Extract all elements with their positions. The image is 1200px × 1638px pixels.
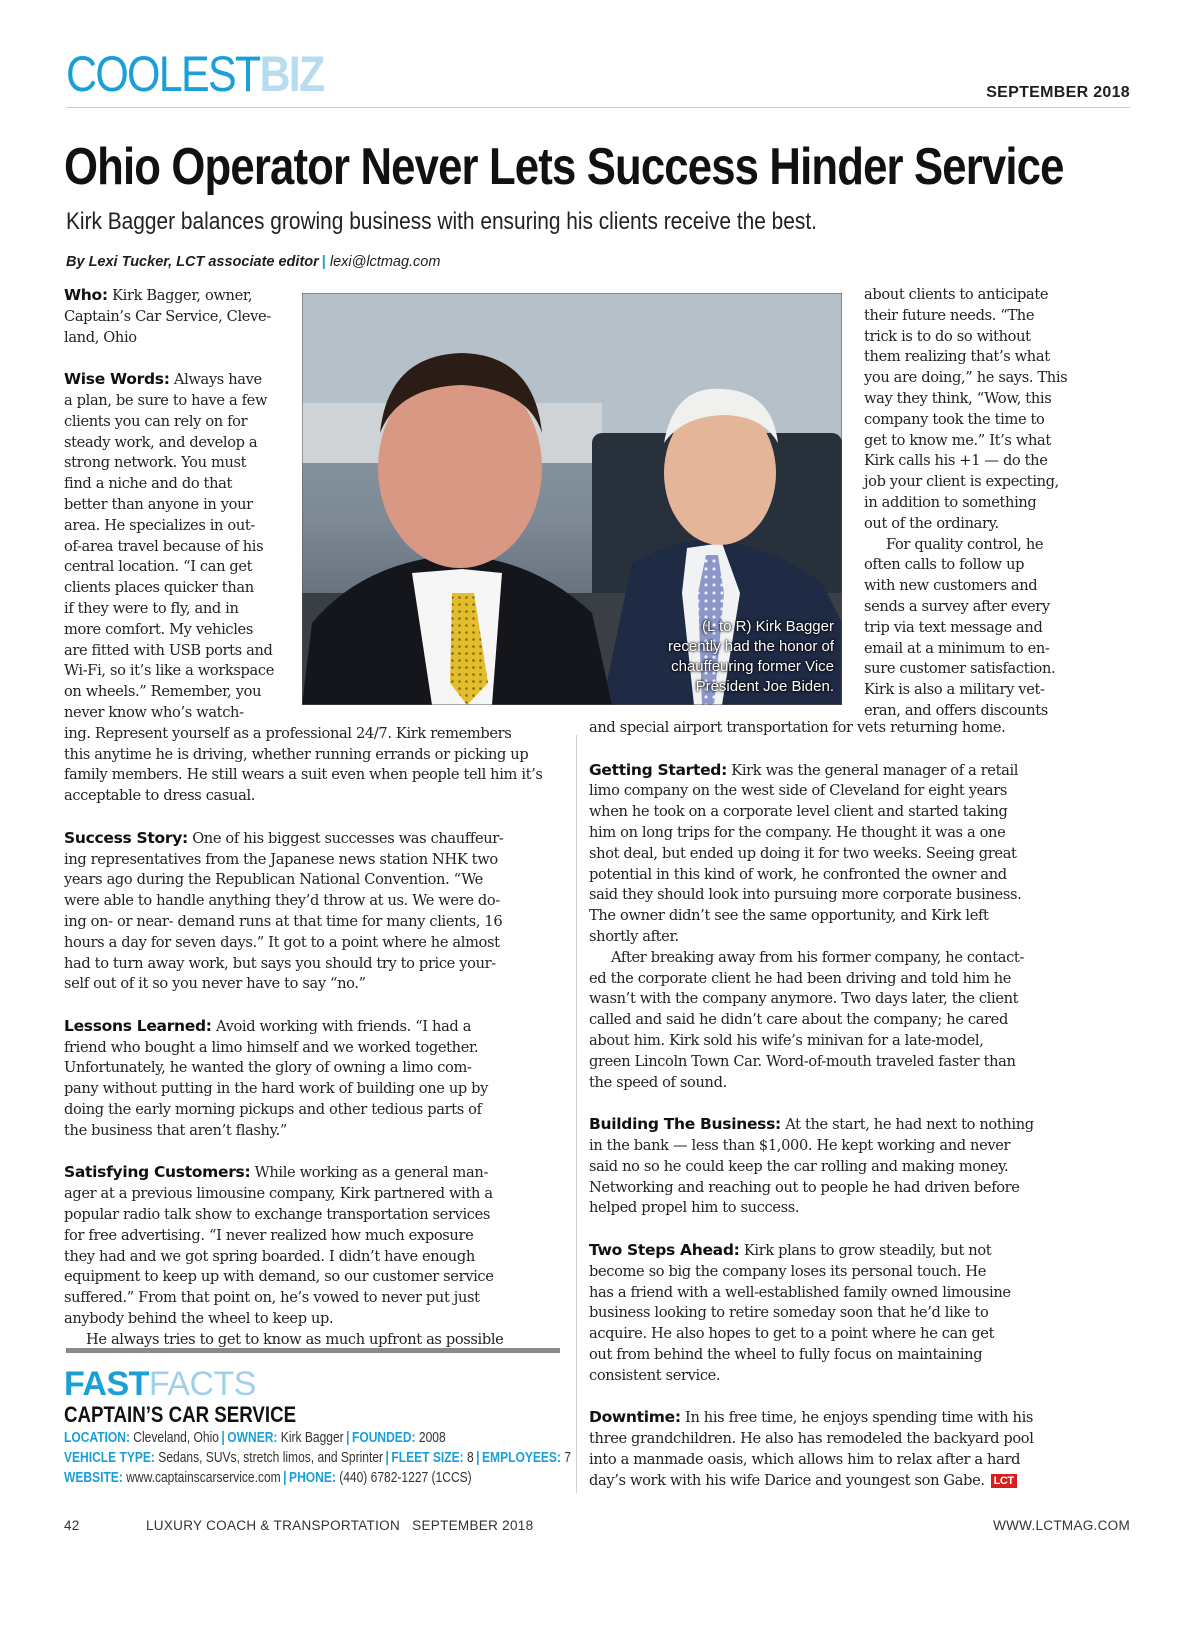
two-steps-label: Two Steps Ahead: [589,1240,740,1259]
lessons-learned-paragraph: Lessons Learned: Avoid working with friends. “I had a friend who bought a limo himself and we worked together. Unfortunately, he wanted the glory of owning a limo com- pany without putting in the hard work of building one up by doing the early morning pickups and other tedious parts of the business that aren’t flashy.” [64,1016,489,1139]
right-column-top [864,285,1134,722]
satisfying-customers-label: Satisfying Customers: [64,1163,251,1182]
byline: By Lexi Tucker, LCT associate editor | lexi@lctmag.com [66,254,441,270]
byline-email[interactable]: lexi@lctmag.com [329,254,441,270]
column-divider [576,735,577,1493]
article-deck: Kirk Bagger balances growing business with ensuring his clients receive the best. [66,208,817,235]
fast-facts-line-2: VEHICLE TYPE: Sedans, SUVs, stretch limos, and Sprinter | FLEET SIZE: 8 | EMPLOYEES: 7 [64,1450,571,1466]
left-column [64,285,564,1351]
caption-line: chauffeuring former Vice [671,658,834,675]
caption-line: recently had the honor of [668,638,834,655]
footer-publication: LUXURY COACH & TRANSPORTATION SEPTEMBER 2018 [146,1518,534,1533]
fast-facts-line-3: WEBSITE: www.captainscarservice.com | PHONE: (440) 6782-1227 (1CCS) [64,1470,472,1486]
downtime-label: Downtime: [589,1408,681,1427]
byline-author: By Lexi Tucker, LCT associate editor [66,254,319,270]
lessons-learned-label: Lessons Learned: [64,1016,212,1035]
vets-line: and special airport transportation for vets returning home. [589,719,1006,736]
header-divider [66,107,1130,108]
caption-line: (L to R) Kirk Bagger [702,618,834,635]
building-label: Building The Business: [589,1115,781,1134]
section-label-main: COOLEST [66,46,260,102]
fast-facts-line-1: LOCATION: Cleveland, Ohio | OWNER: Kirk Bagger | FOUNDED: 2008 [64,1430,446,1446]
issue-date: SEPTEMBER 2018 [986,84,1130,101]
fast-facts-company: CAPTAIN’S CAR SERVICE [64,1402,297,1427]
downtime-paragraph: Downtime: In his free time, he enjoys spending time with his three grandchildren. He also has remodeled the backyard pool into a manmade oasis, which allows him to relax after a hard day’s work with his wife Darice and youngest son Gabe. LCT [589,1408,1034,1489]
photo-caption [634,617,834,697]
success-story-paragraph: Success Story: One of his biggest successes was chauffeur- ing representatives from the Japanese news station NHK two years ago during the Republican National Convention. “We were able to handle anything they’d throw at us. We were do- ing on- or near- demand runs at that time for many clients, 16 hours a day for seven days.” It got to a point where he almost had to turn away work, but says you should try to price your- self out of it so you never have to say “no.” [64,828,504,993]
success-story-label: Success Story: [64,828,188,847]
two-steps-paragraph: Two Steps Ahead: Kirk plans to grow steadily, but not become so big the company loses its personal touch. He has a friend with a well-established family owned limousine business looking to retire someday soon that he’d like to acquire. He also hopes to get to a point where he can get out from behind the wheel to fully focus on maintaining consistent service. [589,1240,1011,1384]
quality-paragraph: For quality control, he often calls to follow up with new customers and sends a survey after every trip via text message and email at a minimum to en- sure customer satisfaction. Kirk is also a military vet- eran, and offers discounts [864,535,1056,719]
page-title: Ohio Operator Never Lets Success Hinder Service [64,138,1064,196]
section-label [66,44,324,104]
section-label-accent: BIZ [259,46,324,102]
clients-paragraph: about clients to anticipate their future needs. “The trick is to do so without them realizing that’s what you are doing,” he says. This way they think, “Wow, this company took the time to get to know me.” It’s what Kirk calls his +1 — do the job your client is expecting, in addition to something out of the ordinary. [864,286,1068,532]
caption-line: President Joe Biden. [695,678,834,695]
page-number: 42 [64,1518,80,1533]
always-paragraph: He always tries to get to know as much upfront as possible [86,1330,504,1348]
after-paragraph: After breaking away from his former company, he contact- ed the corporate client he had been driving and told him he wasn’t with the company anymore. Two days later, the client called and said he didn’t care about the company; he cared about him. Kirk sold his wife’s minivan for a late-model, green Lincoln Town Car. Word-of-mouth traveled faster than the speed of sound. [589,948,1025,1091]
right-column-main [589,718,1119,1491]
fast-facts-rule [66,1348,560,1353]
who-paragraph: Who: Kirk Bagger, owner, Captain’s Car Service, Cleve- land, Ohio [64,286,271,346]
wise-words-label: Wise Words: [64,370,170,389]
satisfying-customers-paragraph: Satisfying Customers: While working as a general man- ager at a previous limousine company, Kirk partnered with a popular radio talk show to exchange transportation services for free advertising. “I never realized how much exposure they had and we got spring boarded. I didn’t have enough equipment to keep up with demand, so our customer service suffered.” From that point on, he’s vowed to never put just anybody behind the wheel to keep up. [64,1163,494,1328]
getting-started-paragraph: Getting Started: Kirk was the general manager of a retail limo company on the west side of Cleveland for eight years when he took on a corporate level client and started taking him on long trips for the company. He thought it was a one shot deal, but ended up doing it for two weeks. Seeing great potential in this kind of work, he confronted the owner and said they should look into pursuing more corporate business. The owner didn’t see the same opportunity, and Kirk left shortly after. [589,760,1022,945]
fast-facts-title: FASTFACTS [64,1365,256,1403]
getting-started-label: Getting Started: [589,760,727,779]
wise-words-paragraph: Wise Words: Always have a plan, be sure to have a few clients you can rely on for steady work, and develop a strong network. You must find a niche and do that better than anyone in your area. He specializes in out- of-area travel because of his central location. “I can get clients places quicker than if they were to fly, and in more comfort. My vehicles are fitted with USB ports and Wi-Fi, so it’s like a workspace on wheels.” Remember, you never know who’s watch- ing. Represent yourself as a professional 24/7. Kirk remembers this anytime he is driving, whether running errands or picking up family members. He still wears a suit even when people tell him it’s acceptable to dress casual. [64,370,543,805]
who-label: Who: [64,286,108,304]
website-link[interactable]: www.captainscarservice.com [126,1470,281,1486]
lct-end-logo: LCT [991,1474,1017,1488]
building-paragraph: Building The Business: At the start, he had next to nothing in the bank — less than $1,000. He kept working and never said no so he could keep the car rolling and making money. Networking and reaching out to people he had driven before helped propel him to success. [589,1115,1034,1217]
footer-website[interactable]: WWW.LCTMAG.COM [993,1518,1130,1533]
